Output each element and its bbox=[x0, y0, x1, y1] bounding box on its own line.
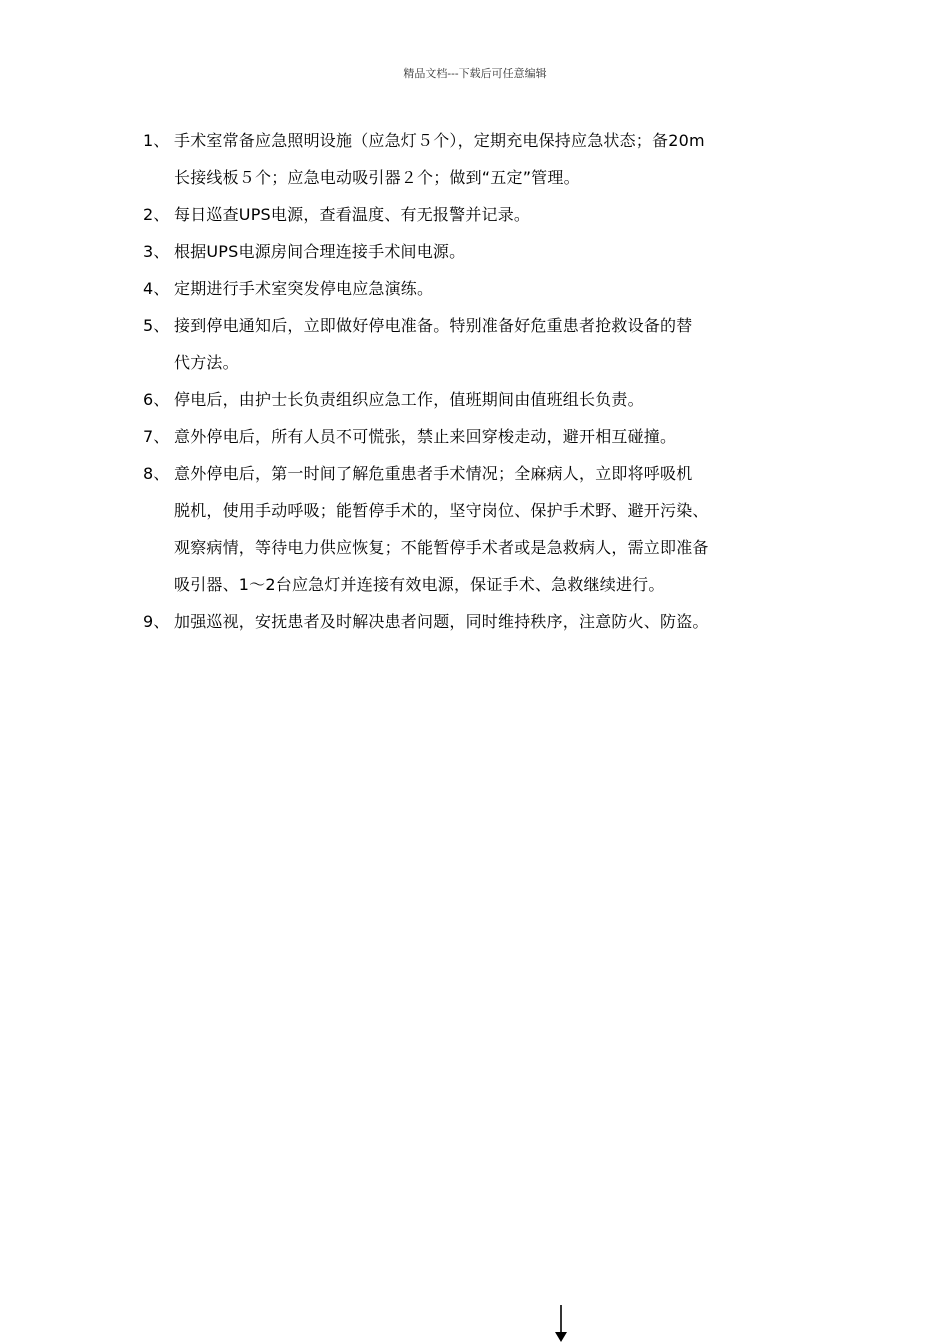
item-line: 代方法。 bbox=[174, 353, 239, 372]
list-item bbox=[143, 381, 823, 418]
item-text bbox=[174, 307, 823, 381]
item-text bbox=[174, 455, 823, 603]
item-number: 9、 bbox=[143, 612, 170, 631]
item-text bbox=[174, 233, 823, 270]
item-number: 4、 bbox=[143, 279, 170, 298]
item-line: 根据UPS电源房间合理连接手术间电源。 bbox=[174, 242, 466, 261]
item-line: 观察病情，等待电力供应恢复；不能暂停手术者或是急救病人，需立即准备 bbox=[174, 538, 709, 557]
item-line: 定期进行手术室突发停电应急演练。 bbox=[174, 279, 434, 298]
list-item bbox=[143, 122, 823, 196]
item-number: 6、 bbox=[143, 390, 170, 409]
item-line: 长接线板５个；应急电动吸引器２个；做到“五定”管理。 bbox=[174, 168, 580, 187]
down-arrow-icon bbox=[554, 1305, 568, 1343]
item-text bbox=[174, 196, 823, 233]
item-number: 1、 bbox=[143, 131, 170, 150]
item-line: 吸引器、1～2台应急灯并连接有效电源，保证手术、急救继续进行。 bbox=[174, 575, 665, 594]
procedure-list bbox=[143, 122, 823, 640]
list-item bbox=[143, 455, 823, 603]
list-item bbox=[143, 270, 823, 307]
item-number: 7、 bbox=[143, 427, 170, 446]
item-line: 停电后，由护士长负责组织应急工作，值班期间由值班组长负责。 bbox=[174, 390, 644, 409]
item-line: 意外停电后，第一时间了解危重患者手术情况；全麻病人，立即将呼吸机 bbox=[174, 464, 693, 483]
item-text bbox=[174, 270, 823, 307]
list-item bbox=[143, 307, 823, 381]
item-text bbox=[174, 603, 823, 640]
item-number: 3、 bbox=[143, 242, 170, 261]
list-item bbox=[143, 233, 823, 270]
item-line: 手术室常备应急照明设施（应急灯５个），定期充电保持应急状态；备20m bbox=[174, 131, 705, 150]
item-line: 脱机，使用手动呼吸；能暂停手术的，坚守岗位、保护手术野、避开污染、 bbox=[174, 501, 709, 520]
item-number: 2、 bbox=[143, 205, 170, 224]
list-item bbox=[143, 418, 823, 455]
list-item bbox=[143, 603, 823, 640]
item-number: 5、 bbox=[143, 316, 170, 335]
item-text bbox=[174, 418, 823, 455]
item-number: 8、 bbox=[143, 464, 170, 483]
item-text bbox=[174, 122, 823, 196]
list-item bbox=[143, 196, 823, 233]
item-text bbox=[174, 381, 823, 418]
item-line: 加强巡视，安抚患者及时解决患者问题，同时维持秩序，注意防火、防盗。 bbox=[174, 612, 709, 631]
item-line: 意外停电后，所有人员不可慌张，禁止来回穿梭走动，避开相互碰撞。 bbox=[174, 427, 677, 446]
page-header: 精品文档---下载后可任意编辑 bbox=[403, 67, 547, 80]
item-line: 接到停电通知后，立即做好停电准备。特别准备好危重患者抢救设备的替 bbox=[174, 316, 693, 335]
item-line: 每日巡查UPS电源，查看温度、有无报警并记录。 bbox=[174, 205, 531, 224]
